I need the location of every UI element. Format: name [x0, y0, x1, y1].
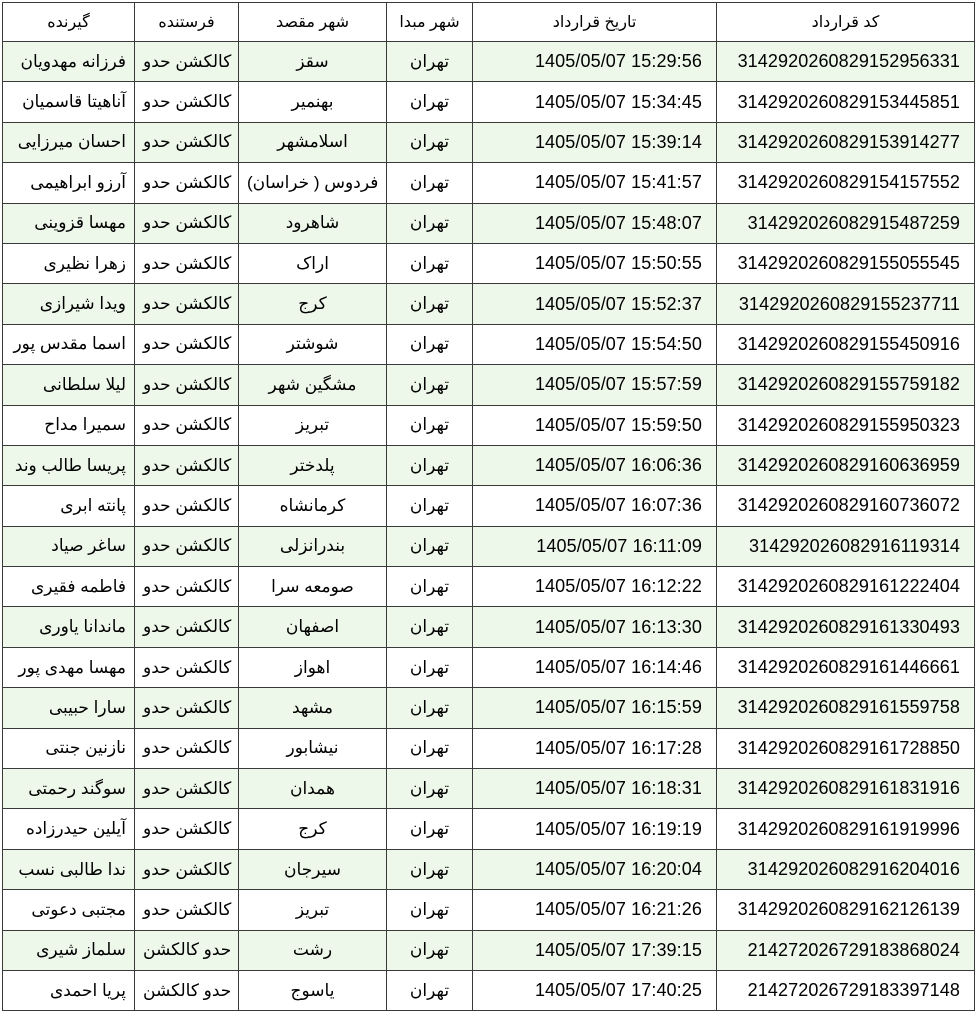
table-row — [3, 203, 975, 243]
cell-destination-city: فردوس ( خراسان) — [239, 163, 387, 203]
cell-receiver: ندا طالبی نسب — [3, 849, 135, 889]
cell-contract-date: 1405/05/07 16:13:30 — [473, 607, 717, 647]
cell-contract-code: 214272026729183868024 — [717, 930, 975, 970]
cell-receiver: اسما مقدس پور — [3, 324, 135, 364]
table-row — [3, 769, 975, 809]
cell-origin-city: تهران — [387, 445, 473, 485]
cell-sender: کالکشن حدو — [135, 203, 239, 243]
table-row — [3, 567, 975, 607]
table-row — [3, 930, 975, 970]
cell-receiver: ماندانا یاوری — [3, 607, 135, 647]
cell-receiver: ساغر صیاد — [3, 526, 135, 566]
table-row — [3, 163, 975, 203]
cell-contract-date: 1405/05/07 15:52:37 — [473, 284, 717, 324]
cell-sender: کالکشن حدو — [135, 890, 239, 930]
cell-origin-city: تهران — [387, 607, 473, 647]
cell-origin-city: تهران — [387, 82, 473, 122]
cell-sender: حدو کالکشن — [135, 930, 239, 970]
cell-origin-city: تهران — [387, 970, 473, 1010]
header-contract-date: تاریخ قرارداد — [473, 3, 717, 42]
cell-destination-city: کرمانشاه — [239, 486, 387, 526]
cell-contract-code: 3142920260829155450916 — [717, 324, 975, 364]
cell-origin-city: تهران — [387, 122, 473, 162]
cell-origin-city: تهران — [387, 849, 473, 889]
cell-destination-city: نیشابور — [239, 728, 387, 768]
cell-destination-city: بهنمیر — [239, 82, 387, 122]
cell-contract-code: 3142920260829161446661 — [717, 647, 975, 687]
table-row — [3, 728, 975, 768]
cell-origin-city: تهران — [387, 769, 473, 809]
header-sender: فرستنده — [135, 3, 239, 42]
table-row — [3, 849, 975, 889]
cell-sender: کالکشن حدو — [135, 849, 239, 889]
cell-destination-city: اصفهان — [239, 607, 387, 647]
table-body — [3, 42, 975, 1011]
cell-destination-city: کرج — [239, 284, 387, 324]
cell-origin-city: تهران — [387, 42, 473, 82]
cell-contract-date: 1405/05/07 16:17:28 — [473, 728, 717, 768]
header-origin-city: شهر مبدا — [387, 3, 473, 42]
cell-destination-city: بندرانزلی — [239, 526, 387, 566]
cell-contract-date: 1405/05/07 15:41:57 — [473, 163, 717, 203]
cell-contract-date: 1405/05/07 16:20:04 — [473, 849, 717, 889]
cell-sender: کالکشن حدو — [135, 486, 239, 526]
cell-origin-city: تهران — [387, 365, 473, 405]
header-contract-code: کد قرارداد — [717, 3, 975, 42]
cell-destination-city: اهواز — [239, 647, 387, 687]
cell-destination-city: شوشتر — [239, 324, 387, 364]
cell-destination-city: رشت — [239, 930, 387, 970]
cell-contract-date: 1405/05/07 15:34:45 — [473, 82, 717, 122]
cell-contract-code: 314292026082915487259 — [717, 203, 975, 243]
table-row — [3, 970, 975, 1010]
cell-contract-date: 1405/05/07 15:48:07 — [473, 203, 717, 243]
cell-receiver: فاطمه فقیری — [3, 567, 135, 607]
cell-destination-city: شاهرود — [239, 203, 387, 243]
cell-contract-code: 3142920260829155759182 — [717, 365, 975, 405]
cell-contract-date: 1405/05/07 16:18:31 — [473, 769, 717, 809]
cell-destination-city: مشگین شهر — [239, 365, 387, 405]
cell-receiver: احسان میرزایی — [3, 122, 135, 162]
cell-contract-code: 3142920260829155950323 — [717, 405, 975, 445]
table-row — [3, 526, 975, 566]
table-row — [3, 42, 975, 82]
cell-origin-city: تهران — [387, 163, 473, 203]
cell-sender: کالکشن حدو — [135, 607, 239, 647]
cell-contract-date: 1405/05/07 16:07:36 — [473, 486, 717, 526]
cell-receiver: آناهیتا قاسمیان — [3, 82, 135, 122]
cell-contract-code: 3142920260829155237711 — [717, 284, 975, 324]
cell-contract-code: 214272026729183397148 — [717, 970, 975, 1010]
cell-receiver: زهرا نظیری — [3, 243, 135, 283]
cell-contract-date: 1405/05/07 16:12:22 — [473, 567, 717, 607]
cell-origin-city: تهران — [387, 567, 473, 607]
cell-contract-date: 1405/05/07 17:40:25 — [473, 970, 717, 1010]
cell-destination-city: صومعه سرا — [239, 567, 387, 607]
cell-origin-city: تهران — [387, 688, 473, 728]
cell-sender: کالکشن حدو — [135, 284, 239, 324]
cell-sender: کالکشن حدو — [135, 647, 239, 687]
cell-sender: کالکشن حدو — [135, 324, 239, 364]
cell-receiver: مجتبی دعوتی — [3, 890, 135, 930]
cell-contract-date: 1405/05/07 16:14:46 — [473, 647, 717, 687]
table-row — [3, 890, 975, 930]
contracts-table-container — [2, 2, 974, 1022]
cell-contract-code: 314292026082916119314 — [717, 526, 975, 566]
cell-receiver: لیلا سلطانی — [3, 365, 135, 405]
cell-sender: کالکشن حدو — [135, 243, 239, 283]
cell-contract-date: 1405/05/07 16:19:19 — [473, 809, 717, 849]
cell-contract-code: 3142920260829161831916 — [717, 769, 975, 809]
cell-destination-city: یاسوج — [239, 970, 387, 1010]
cell-contract-date: 1405/05/07 15:59:50 — [473, 405, 717, 445]
cell-receiver: آرزو ابراهیمی — [3, 163, 135, 203]
cell-contract-code: 3142920260829161222404 — [717, 567, 975, 607]
cell-contract-code: 3142920260829161919996 — [717, 809, 975, 849]
cell-contract-code: 3142920260829153914277 — [717, 122, 975, 162]
cell-sender: کالکشن حدو — [135, 526, 239, 566]
cell-sender: کالکشن حدو — [135, 688, 239, 728]
table-row — [3, 809, 975, 849]
cell-contract-date: 1405/05/07 15:57:59 — [473, 365, 717, 405]
cell-receiver: نازنین جنتی — [3, 728, 135, 768]
table-row — [3, 324, 975, 364]
cell-origin-city: تهران — [387, 284, 473, 324]
cell-contract-date: 1405/05/07 15:29:56 — [473, 42, 717, 82]
cell-origin-city: تهران — [387, 930, 473, 970]
table-row — [3, 688, 975, 728]
cell-contract-date: 1405/05/07 17:39:15 — [473, 930, 717, 970]
cell-sender: کالکشن حدو — [135, 769, 239, 809]
cell-contract-date: 1405/05/07 16:06:36 — [473, 445, 717, 485]
cell-receiver: پانته ابری — [3, 486, 135, 526]
cell-receiver: مهسا قزوینی — [3, 203, 135, 243]
table-row — [3, 122, 975, 162]
cell-origin-city: تهران — [387, 809, 473, 849]
cell-origin-city: تهران — [387, 324, 473, 364]
cell-contract-code: 3142920260829161330493 — [717, 607, 975, 647]
cell-sender: کالکشن حدو — [135, 405, 239, 445]
cell-destination-city: کرج — [239, 809, 387, 849]
cell-receiver: سوگند رحمتی — [3, 769, 135, 809]
cell-origin-city: تهران — [387, 728, 473, 768]
cell-destination-city: اراک — [239, 243, 387, 283]
cell-contract-code: 3142920260829154157552 — [717, 163, 975, 203]
cell-contract-date: 1405/05/07 15:39:14 — [473, 122, 717, 162]
cell-receiver: آیلین حیدرزاده — [3, 809, 135, 849]
table-header-row — [3, 3, 975, 42]
cell-destination-city: مشهد — [239, 688, 387, 728]
cell-destination-city: پلدختر — [239, 445, 387, 485]
table-row — [3, 243, 975, 283]
cell-contract-code: 3142920260829153445851 — [717, 82, 975, 122]
cell-contract-code: 3142920260829155055545 — [717, 243, 975, 283]
cell-origin-city: تهران — [387, 486, 473, 526]
cell-sender: کالکشن حدو — [135, 122, 239, 162]
table-row — [3, 365, 975, 405]
cell-sender: کالکشن حدو — [135, 728, 239, 768]
cell-receiver: سمیرا مداح — [3, 405, 135, 445]
cell-contract-date: 1405/05/07 15:54:50 — [473, 324, 717, 364]
cell-contract-date: 1405/05/07 16:21:26 — [473, 890, 717, 930]
cell-sender: کالکشن حدو — [135, 163, 239, 203]
cell-destination-city: تبریز — [239, 890, 387, 930]
cell-contract-code: 3142920260829161559758 — [717, 688, 975, 728]
table-row — [3, 607, 975, 647]
table-row — [3, 284, 975, 324]
cell-receiver: ویدا شیرازی — [3, 284, 135, 324]
table-row — [3, 647, 975, 687]
table-row — [3, 82, 975, 122]
cell-contract-code: 3142920260829152956331 — [717, 42, 975, 82]
cell-contract-date: 1405/05/07 16:11:09 — [473, 526, 717, 566]
table-row — [3, 486, 975, 526]
cell-contract-code: 314292026082916204016 — [717, 849, 975, 889]
cell-contract-code: 3142920260829160636959 — [717, 445, 975, 485]
cell-receiver: سارا حبیبی — [3, 688, 135, 728]
cell-sender: حدو کالکشن — [135, 970, 239, 1010]
cell-receiver: پریا احمدی — [3, 970, 135, 1010]
cell-sender: کالکشن حدو — [135, 445, 239, 485]
cell-sender: کالکشن حدو — [135, 42, 239, 82]
header-destination-city: شهر مقصد — [239, 3, 387, 42]
cell-destination-city: سیرجان — [239, 849, 387, 889]
cell-contract-date: 1405/05/07 15:50:55 — [473, 243, 717, 283]
cell-destination-city: همدان — [239, 769, 387, 809]
cell-origin-city: تهران — [387, 405, 473, 445]
cell-destination-city: تبریز — [239, 405, 387, 445]
cell-receiver: مهسا مهدی پور — [3, 647, 135, 687]
cell-receiver: سلماز شیری — [3, 930, 135, 970]
cell-origin-city: تهران — [387, 526, 473, 566]
cell-destination-city: اسلامشهر — [239, 122, 387, 162]
header-receiver: گیرنده — [3, 3, 135, 42]
cell-contract-code: 3142920260829161728850 — [717, 728, 975, 768]
cell-receiver: پریسا طالب وند — [3, 445, 135, 485]
cell-origin-city: تهران — [387, 203, 473, 243]
cell-contract-code: 3142920260829162126139 — [717, 890, 975, 930]
cell-origin-city: تهران — [387, 647, 473, 687]
cell-destination-city: سقز — [239, 42, 387, 82]
cell-sender: کالکشن حدو — [135, 82, 239, 122]
cell-origin-city: تهران — [387, 890, 473, 930]
cell-receiver: فرزانه مهدویان — [3, 42, 135, 82]
cell-sender: کالکشن حدو — [135, 567, 239, 607]
cell-origin-city: تهران — [387, 243, 473, 283]
cell-contract-date: 1405/05/07 16:15:59 — [473, 688, 717, 728]
cell-sender: کالکشن حدو — [135, 809, 239, 849]
contracts-table — [2, 2, 975, 1011]
table-row — [3, 405, 975, 445]
cell-sender: کالکشن حدو — [135, 365, 239, 405]
cell-contract-code: 3142920260829160736072 — [717, 486, 975, 526]
table-row — [3, 445, 975, 485]
